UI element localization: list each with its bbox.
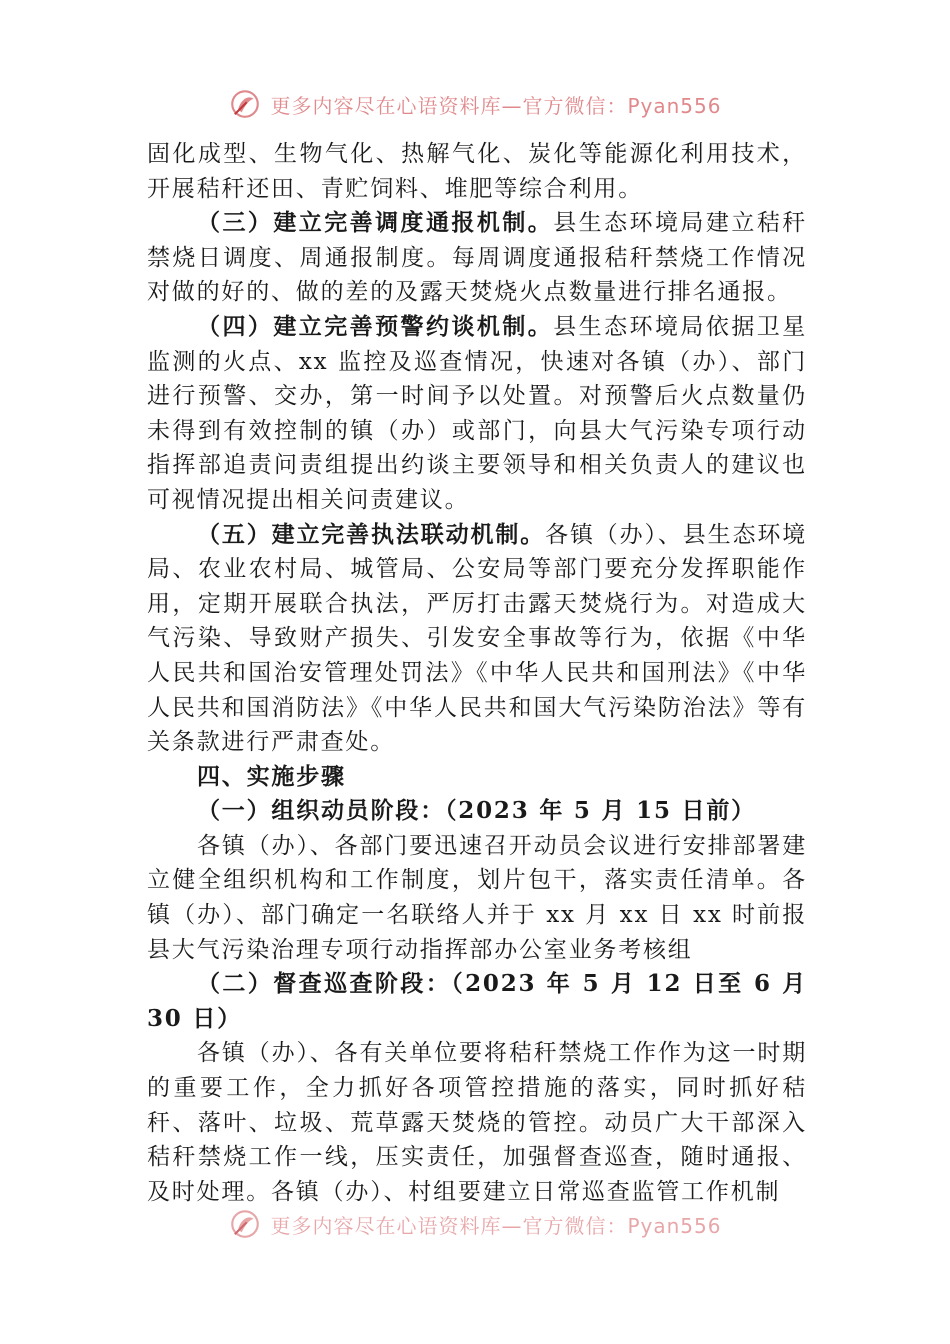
watermark-text: 更多内容尽在心语资料库—官方微信：Pyan556: [270, 93, 722, 118]
paragraph-enforcement-mechanism: [147, 518, 807, 760]
section-heading-implementation: 四、实施步骤: [197, 763, 346, 790]
body-text: [147, 137, 807, 1209]
paragraph-title: （五）建立完善执法联动机制。: [197, 520, 546, 548]
paragraph-warning-mechanism: [147, 310, 807, 518]
paragraph-body: 各镇（办）、县生态环境局、农业农村局、城管局、公安局等部门要充分发挥职能作用，定期开展联合执法，严厉打击露天焚烧行为。对造成大气污染、导致财产损失、引发安全事故等行为，依据《中华人民共和国治安管理处罚法》《中华人民共和国刑法》《中华人民共和国消防法》《中华人民共和国大气污染防治法》等有关条款进行严肃查处。: [147, 521, 807, 756]
paragraph-title: （三）建立完善调度通报机制。: [197, 209, 554, 237]
watermark-text: 更多内容尽在心语资料库—官方微信：Pyan556: [270, 1213, 722, 1238]
logo-icon: [228, 1207, 262, 1241]
step-body-inspection: 各镇（办）、各有关单位要将秸秆禁烧工作作为这一时期的重要工作，全力抓好各项管控措施的落实，同时抓好秸秆、落叶、垃圾、荒草露天焚烧的管控。动员广大干部深入秸秆禁烧工作一线，压实责任，加强督查巡查，随时通报、及时处理。各镇（办）、村组要建立日常巡查监管工作机制: [147, 1040, 807, 1205]
paragraph-continuation: 固化成型、生物气化、热解气化、炭化等能源化利用技术，开展秸秆还田、青贮饲料、堆肥等综合利用。: [147, 141, 807, 202]
paragraph-dispatch-mechanism: [147, 206, 807, 310]
step-title-mobilization: （一）组织动员阶段：（2023 年 5 月 15 日前）: [197, 797, 756, 825]
step-title-inspection: （二）督查巡查阶段：（2023 年 5 月 12 日至 6 月 30 日）: [147, 970, 807, 1032]
watermark-header: [0, 84, 950, 124]
logo-icon: [228, 87, 262, 121]
paragraph-body: 县生态环境局建立秸秆禁烧日调度、周通报制度。每周调度通报秸秆禁烧工作情况对做的好的、做的差的及露天焚烧火点数量进行排名通报。: [147, 210, 808, 306]
paragraph-title: （四）建立完善预警约谈机制。: [197, 312, 554, 340]
step-body-mobilization: 各镇（办）、各部门要迅速召开动员会议进行安排部署建立健全组织机构和工作制度，划片包干，落实责任清单。各镇（办）、部门确定一名联络人并于 xx 月 xx 日 xx 时前报县大气污染治理专项行动指挥部办公室业务考核组: [147, 832, 807, 963]
watermark-footer: [0, 1204, 950, 1244]
paragraph-body: 县生态环境局依据卫星监测的火点、xx 监控及巡查情况，快速对各镇（办）、部门进行预警、交办，第一时间予以处置。对预警后火点数量仍未得到有效控制的镇（办）或部门，向县大气污染专项行动指挥部追责问责组提出约谈主要领导和相关负责人的建议也可视情况提出相关问责建议。: [147, 313, 808, 513]
